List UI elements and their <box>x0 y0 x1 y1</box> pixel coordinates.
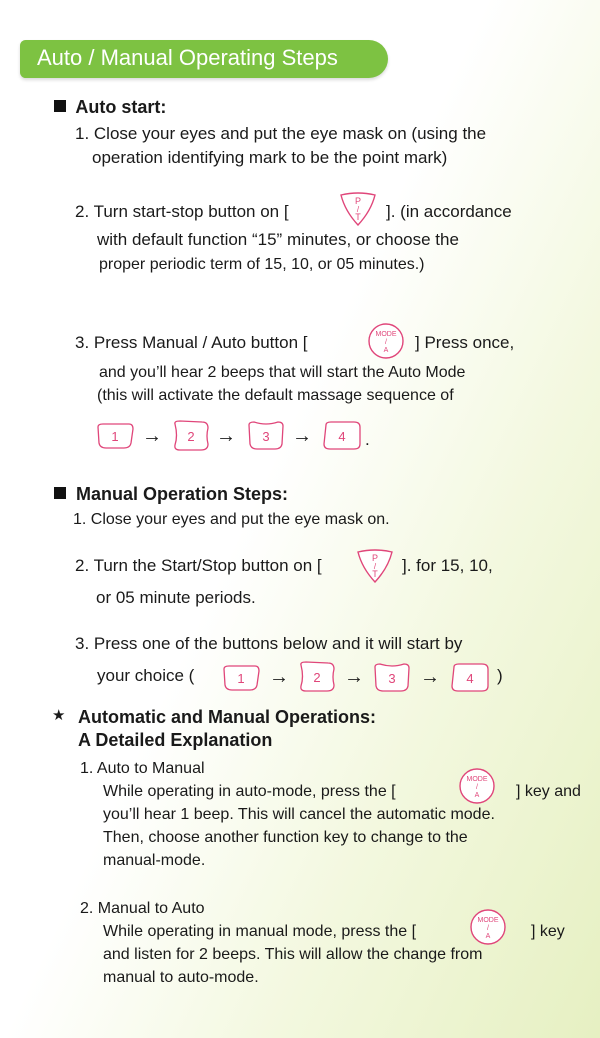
manual-title: Manual Operation Steps: <box>76 484 289 504</box>
square-bullet-icon <box>54 100 66 112</box>
item2-line1-a: While operating in manual mode, press the [ <box>103 923 417 940</box>
item1-line2: you’ll hear 1 beep. This will cancel the automatic mode. <box>103 806 495 823</box>
item1-line1-a: While operating in auto-mode, press the [ <box>103 783 396 800</box>
manual-step2-text-b: ]. for 15, 10, <box>402 556 493 575</box>
button-4-icon <box>320 420 364 452</box>
svg-text:/: / <box>476 784 478 791</box>
arrow-icon: → <box>292 425 312 447</box>
manual-step1: 1. Close your eyes and put the eye mask on. <box>73 511 390 528</box>
svg-text:P: P <box>371 553 379 563</box>
svg-text:/: / <box>373 562 377 571</box>
svg-text:1: 1 <box>111 429 119 444</box>
svg-text:2: 2 <box>187 429 195 444</box>
button-2-icon <box>170 419 212 453</box>
svg-text:A: A <box>383 347 389 354</box>
arrow-icon: → <box>344 666 364 688</box>
mode-key-icon <box>366 322 406 360</box>
svg-text:4: 4 <box>338 429 346 444</box>
button-1-icon <box>94 421 136 451</box>
svg-text:T: T <box>355 212 361 222</box>
item1-line3: Then, choose another function key to change to the <box>103 829 468 846</box>
item2-line2: and listen for 2 beeps. This will allow the change from <box>103 946 483 963</box>
section-title: Auto / Manual Operating Steps <box>37 45 338 70</box>
auto-step2-line3: proper periodic term of 15, 10, or 05 minutes.) <box>99 256 425 273</box>
auto-step3-line2: and you’ll hear 2 beeps that will start the Auto Mode <box>99 364 466 381</box>
item1-line4: manual-mode. <box>103 852 206 869</box>
pt-key-icon <box>337 191 379 227</box>
svg-text:/: / <box>487 925 489 932</box>
svg-text:A: A <box>485 933 491 940</box>
button-3-icon <box>371 662 413 694</box>
arrow-icon: → <box>216 425 236 447</box>
arrow-icon: → <box>420 666 440 688</box>
item1-line1-b: ] key and <box>516 783 581 800</box>
svg-text:P: P <box>354 196 362 206</box>
auto-start-title: Auto start: <box>75 97 167 117</box>
button-1-icon <box>220 663 262 693</box>
auto-step1-line2: operation identifying mark to be the point mark) <box>92 148 448 167</box>
button-3-icon <box>245 420 287 452</box>
svg-text:1: 1 <box>237 671 245 686</box>
manual-step3-text-b: ) <box>497 666 503 685</box>
manual-step2-line2: or 05 minute periods. <box>96 588 256 607</box>
explain-heading-line2: A Detailed Explanation <box>78 730 273 750</box>
button-4-icon <box>448 662 492 694</box>
explain-heading-line1: Automatic and Manual Operations: <box>78 707 377 727</box>
svg-text:MODE: MODE <box>477 917 499 924</box>
svg-text:MODE: MODE <box>375 331 397 338</box>
auto-step2-text-b: ]. (in accordance <box>386 202 512 221</box>
sequence-period: . <box>365 430 370 449</box>
item2-line1-b: ] key <box>531 923 565 940</box>
svg-text:T: T <box>372 569 378 579</box>
svg-text:4: 4 <box>466 671 474 686</box>
auto-step2-text-a: 2. Turn start-stop button on [ <box>75 202 289 221</box>
item1-title: 1. Auto to Manual <box>80 760 205 777</box>
auto-step3-text-b: ] Press once, <box>415 333 515 352</box>
square-bullet-icon <box>54 487 66 499</box>
manual-step3-line1: 3. Press one of the buttons below and it will start by <box>75 634 463 653</box>
button-2-icon <box>296 660 338 694</box>
svg-text:/: / <box>385 339 387 346</box>
auto-start-heading <box>54 97 166 118</box>
auto-step3-text-a: 3. Press Manual / Auto button [ <box>75 333 308 352</box>
auto-step2-line2: with default function “15” minutes, or choose the <box>97 230 459 249</box>
arrow-icon: → <box>142 425 162 447</box>
item2-line3: manual to auto-mode. <box>103 969 259 986</box>
mode-key-icon <box>468 908 508 946</box>
manual-step3-text-a: your choice ( <box>97 666 195 685</box>
auto-step1-line1: 1. Close your eyes and put the eye mask on (using the <box>75 124 487 143</box>
svg-text:2: 2 <box>313 670 321 685</box>
arrow-icon: → <box>269 666 289 688</box>
auto-step3-line3: (this will activate the default massage sequence of <box>97 387 454 404</box>
svg-text:A: A <box>474 792 480 799</box>
svg-text:3: 3 <box>262 429 270 444</box>
star-icon: ★ <box>52 707 66 724</box>
svg-text:3: 3 <box>388 671 396 686</box>
manual-heading <box>54 484 288 505</box>
mode-key-icon <box>457 767 497 805</box>
item2-title: 2. Manual to Auto <box>80 900 205 917</box>
manual-step2-text-a: 2. Turn the Start/Stop button on [ <box>75 556 322 575</box>
svg-text:/: / <box>356 205 360 214</box>
svg-text:MODE: MODE <box>466 776 488 783</box>
pt-key-icon <box>354 548 396 584</box>
